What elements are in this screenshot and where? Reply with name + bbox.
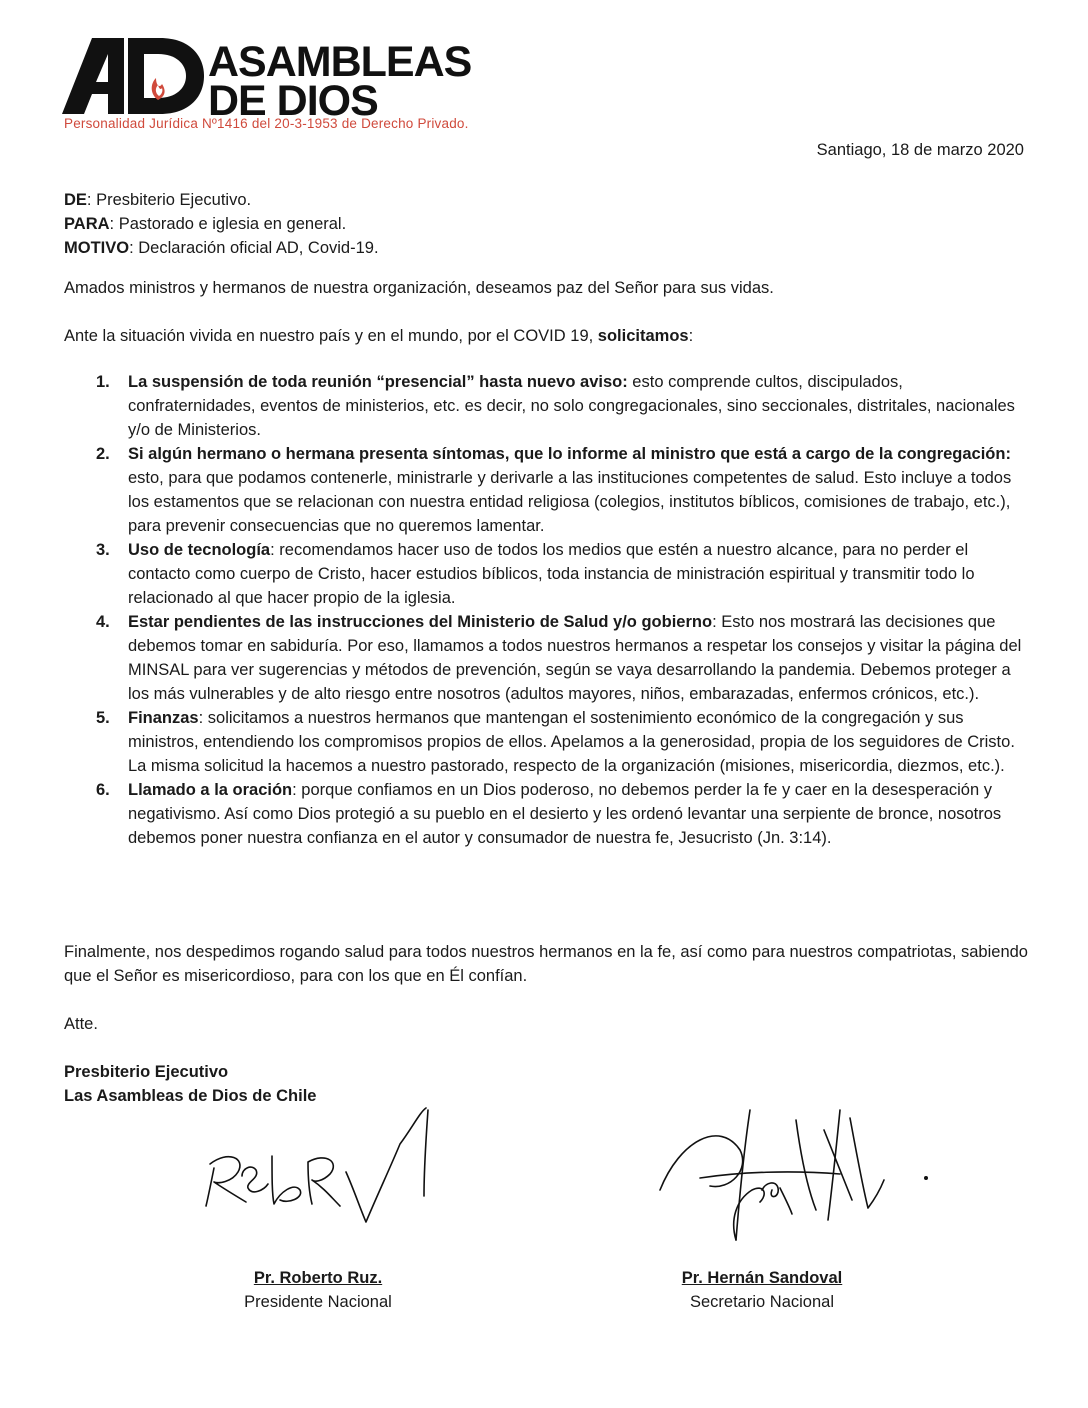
signer-name: Pr. Roberto Ruz. xyxy=(253,1269,383,1287)
list-item xyxy=(64,610,1029,706)
header-fields xyxy=(64,188,1024,260)
field-to xyxy=(64,212,1024,236)
list-item-number: 2. xyxy=(96,445,110,463)
list-item-number: 5. xyxy=(96,709,110,727)
farewell-text: Atte. xyxy=(64,1015,98,1033)
list-item-body: : porque confiamos en un Dios poderoso, no debemos perder la fe y caer en la desesperación y negativismo. Así como Dios protegió a su pueblo en el desierto y les ordenó levantar una serpiente de bronce, nosotros debemos poner nuestra confianza en el autor y consumador de nuestra fe, Jesucristo (Jn. 3:14). xyxy=(128,781,1002,847)
logo-word-line2: DE DIOS xyxy=(208,77,378,125)
list-item-body: esto, para que podamos contenerle, ministrarle y derivarle a las instituciones competentes de salud. Esto incluye a todos los estamentos que se relacionan con nuestra entidad religiosa (colegios, institutos bíblicos, comisiones de trabajo, etc.), para prevenir consecuencias que no queremos lamentar. xyxy=(128,469,1012,535)
field-to-label: PARA xyxy=(64,215,110,233)
field-subject xyxy=(64,236,1024,260)
list-item-number: 3. xyxy=(96,541,110,559)
field-from-value: : Presbiterio Ejecutivo. xyxy=(86,191,252,209)
list-item-body: esto comprende cultos, discipulados, confraternidades, eventos de ministerios, etc. es decir, no solo congregacionales, sino seccionales, distritales, nacionales y/o de Ministerios. xyxy=(128,373,1015,439)
letter-date: Santiago, 18 de marzo 2020 xyxy=(816,141,1024,159)
request-list xyxy=(64,370,1029,850)
list-item-title: Si algún hermano o hermana presenta síntomas, que lo informe al ministro que está a cargo de la congregación: xyxy=(128,445,1011,463)
list-item xyxy=(64,370,1029,442)
list-item-title: Uso de tecnología xyxy=(128,541,271,559)
intro-paragraph xyxy=(64,324,1029,348)
list-item-body: : recomendamos hacer uso de todos los medios que estén a nuestro alcance, para no perder el contacto como cuerpo de Cristo, hacer estudios bíblicos, toda instancia de ministración espiritual y transmitir todo lo relacionado al que hacer propio de la iglesia. xyxy=(128,541,975,607)
signer-president xyxy=(208,1266,428,1314)
signer-name: Pr. Hernán Sandoval xyxy=(681,1269,843,1287)
list-item xyxy=(64,442,1029,538)
intro-text: Ante la situación vivida en nuestro país y en el mundo, por el COVID 19, xyxy=(64,327,598,345)
list-item xyxy=(64,538,1029,610)
field-from-label: DE xyxy=(64,191,87,209)
list-item-title: Finanzas xyxy=(128,709,199,727)
list-item-number: 6. xyxy=(96,781,110,799)
list-item-body: : solicitamos a nuestros hermanos que mantengan el sostenimiento económico de la congregación y sus ministros, entendiendo los compromisos propios de ellos. Apelamos a la generosidad, propia de los seguidores de Cristo. La misma solicitud la hacemos a nuestro pastorado, respecto de la organización (misiones, misericordia, diezmos, etc.). xyxy=(128,709,1015,775)
logo-word-line1: ASAMBLEAS xyxy=(208,38,472,86)
list-item-title: Estar pendientes de las instrucciones del Ministerio de Salud y/o gobierno xyxy=(128,613,713,631)
signer-role: Secretario Nacional xyxy=(690,1293,834,1311)
intro-end: : xyxy=(688,327,694,345)
issuer-line1: Presbiterio Ejecutivo xyxy=(64,1063,229,1081)
signature-roberto-ruz xyxy=(180,1098,480,1248)
list-item-body: : Esto nos mostrará las decisiones que debemos tomar en sabiduría. Por eso, llamamos a todos nuestros hermanos a respetar los consejos y visitar la página del MINSAL para ver sugerencias y métodos de prevención, según se vaya desarrollando la pandemia. Debemos proteger a los más vulnerables y de alto riesgo entre nosotros (adultos mayores, niños, embarazadas, enfermos crónicos, etc.). xyxy=(128,613,1022,703)
issuer-line2: Las Asambleas de Dios de Chile xyxy=(64,1087,317,1105)
list-item-title: La suspensión de toda reunión “presencial” hasta nuevo aviso: xyxy=(128,373,628,391)
field-subject-label: MOTIVO xyxy=(64,239,130,257)
list-item xyxy=(64,706,1029,778)
list-item-number: 4. xyxy=(96,613,110,631)
intro-bold: solicitamos xyxy=(597,327,689,345)
list-item-title: Llamado a la oración xyxy=(128,781,293,799)
signature-hernan-sandoval xyxy=(640,1090,940,1260)
signer-role: Presidente Nacional xyxy=(244,1293,392,1311)
field-from xyxy=(64,188,1024,212)
signer-secretary xyxy=(652,1266,872,1314)
list-item xyxy=(64,778,1029,850)
greeting-paragraph: Amados ministros y hermanos de nuestra organización, deseamos paz del Señor para sus vidas. xyxy=(64,279,774,297)
closing-paragraph: Finalmente, nos despedimos rogando salud para todos nuestros hermanos en la fe, así como para nuestros compatriotas, sabiendo que el Señor es misericordioso, para con los que en Él confían. xyxy=(64,943,1028,985)
list-item-number: 1. xyxy=(96,373,110,391)
field-to-value: : Pastorado e iglesia en general. xyxy=(109,215,347,233)
legal-registration-text: Personalidad Jurídica Nº1416 del 20-3-1953 de Derecho Privado. xyxy=(64,116,469,131)
field-subject-value: : Declaración oficial AD, Covid-19. xyxy=(129,239,379,257)
